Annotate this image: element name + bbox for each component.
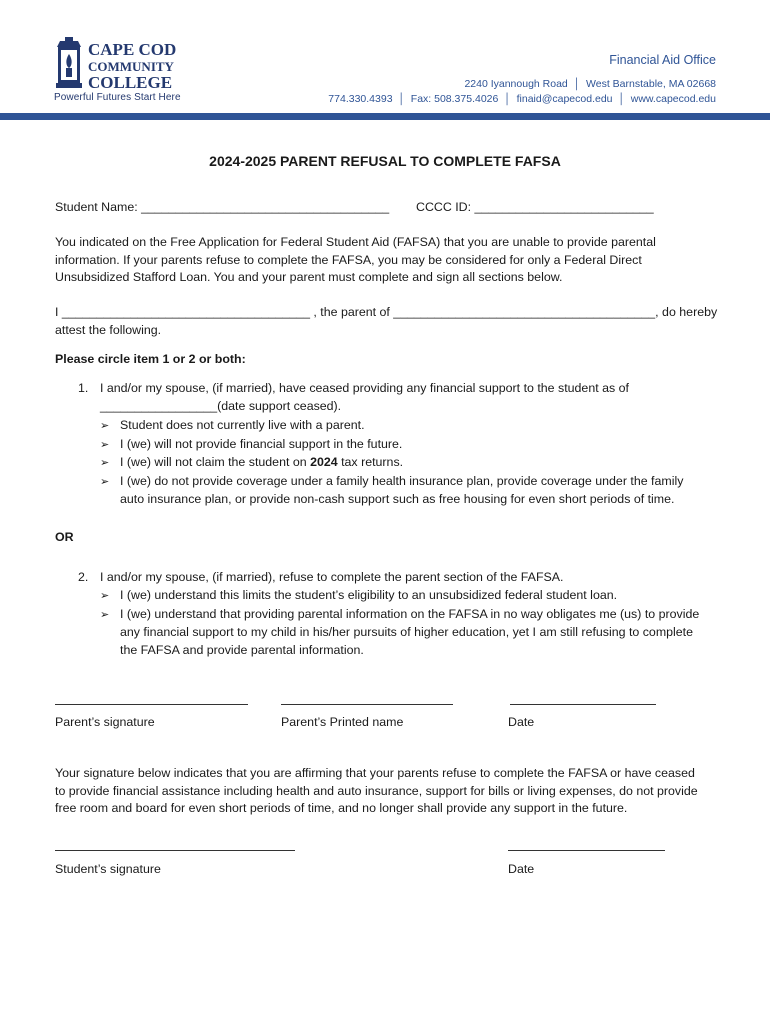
email-address: finaid@capecod.edu: [516, 93, 613, 105]
or-separator: OR: [55, 530, 74, 544]
intro-line: Unsubsidized Stafford Loan. You and your parent must complete and sign all sections below.: [55, 270, 563, 284]
list-item: ➢ I (we) understand this limits the student’s eligibility to an unsubsidized federal student loan.: [100, 587, 699, 606]
statement-line: free room and board for even short periods of time, and no longer shall provide any support in the future.: [55, 801, 628, 815]
form-title: 2024-2025 PARENT REFUSAL TO COMPLETE FAFSA: [209, 153, 561, 169]
intro-paragraph: [55, 234, 656, 287]
college-logo: [54, 37, 179, 105]
parent-signature-label: Parent’s signature: [55, 715, 155, 729]
phone-number: 774.330.4393: [328, 93, 393, 105]
statement-line: to provide financial assistance including health and auto insurance, support for bills or living expenses, do not provide: [55, 783, 698, 798]
list-item-continuation: any financial support to my child in his/her pursuits of higher education, yet I am still refusing to complete: [120, 625, 694, 639]
circle-instruction: Please circle item 1 or 2 or both:: [55, 352, 246, 366]
office-name: Financial Aid Office: [609, 53, 716, 67]
address-line: [464, 78, 716, 90]
item-2-number[interactable]: 2.: [78, 570, 89, 584]
arrow-bullet-icon: ➢: [100, 608, 110, 621]
parent-date-label: Date: [508, 715, 535, 729]
cccc-id-field[interactable]: CCCC ID: __________________________: [416, 200, 654, 214]
item-2-text[interactable]: I and/or my spouse, (if married), refuse to complete the parent section of the FAFSA.: [100, 570, 564, 584]
arrow-bullet-icon: ➢: [100, 475, 110, 488]
divider: │: [570, 78, 584, 90]
logo-tagline: Powerful Futures Start Here: [54, 92, 181, 103]
attest-line: I ____________________________________ , the parent of ______________________________________, do hereby: [55, 305, 718, 319]
item-1-number[interactable]: 1.: [78, 381, 89, 395]
student-date-line[interactable]: [508, 850, 665, 851]
arrow-bullet-icon: ➢: [100, 457, 110, 469]
student-signature-label: Student’s signature: [55, 862, 161, 876]
divider: │: [501, 93, 514, 105]
statement-line: Your signature below indicates that you are affirming that your parents refuse to complete the FAFSA or have ceased: [55, 766, 695, 780]
parent-signature-line[interactable]: [55, 704, 248, 705]
intro-line: information. If your parents refuse to complete the FAFSA, you may be considered for only a Federal Direct: [55, 252, 642, 267]
attest-statement[interactable]: [55, 304, 717, 339]
logo-line-3: COLLEGE: [88, 73, 173, 92]
list-item: ➢ I (we) do not provide coverage under a family health insurance plan, provide coverage under the family: [100, 473, 683, 492]
lantern-icon: [54, 37, 84, 91]
list-item: ➢ Student does not currently live with a parent.: [100, 417, 683, 436]
student-statement: [55, 765, 698, 818]
parent-printed-name-label: Parent’s Printed name: [281, 715, 404, 729]
city-address: West Barnstable, MA 02668: [586, 78, 716, 90]
parent-printed-name-line[interactable]: [281, 704, 453, 705]
header-rule: [0, 113, 770, 120]
list-item-continuation: the FAFSA and provide parental information.: [120, 642, 364, 657]
logo-line-1: CAPE COD: [88, 40, 177, 59]
list-item-continuation: auto insurance plan, or provide non-cash support such as free housing for even short periods of time.: [120, 492, 675, 506]
student-signature-line[interactable]: [55, 850, 295, 851]
arrow-bullet-icon: ➢: [100, 438, 110, 451]
item-1-bullets: [100, 417, 683, 509]
student-date-label: Date: [508, 862, 535, 876]
list-item: ➢ I (we) will not provide financial support in the future.: [100, 436, 683, 455]
divider: │: [395, 93, 408, 105]
arrow-bullet-icon: ➢: [100, 590, 110, 602]
arrow-bullet-icon: ➢: [100, 420, 110, 432]
street-address: 2240 Iyannough Road: [464, 78, 568, 90]
intro-line: You indicated on the Free Application for Federal Student Aid (FAFSA) that you are unable to provide parental: [55, 235, 656, 249]
parent-date-line[interactable]: [510, 704, 656, 705]
item-1-text[interactable]: [100, 380, 629, 415]
item-1-line: I and/or my spouse, (if married), have ceased providing any financial support to the student as of: [100, 381, 629, 395]
logo-line-2: COMMUNITY: [88, 59, 174, 74]
item-2-bullets: [100, 587, 699, 659]
fax-number: Fax: 508.375.4026: [410, 93, 499, 105]
list-item: ➢ I (we) will not claim the student on 2024 tax returns.: [100, 454, 683, 473]
attest-line: attest the following.: [55, 322, 162, 337]
item-1-line: _________________(date support ceased).: [100, 398, 342, 413]
website-address: www.capecod.edu: [630, 93, 716, 105]
divider: │: [615, 93, 628, 105]
contact-line: [328, 93, 716, 105]
student-name-field[interactable]: Student Name: ____________________________________: [55, 200, 390, 214]
list-item: ➢ I (we) understand that providing parental information on the FAFSA in no way obligates me (us) to provide: [100, 606, 699, 625]
